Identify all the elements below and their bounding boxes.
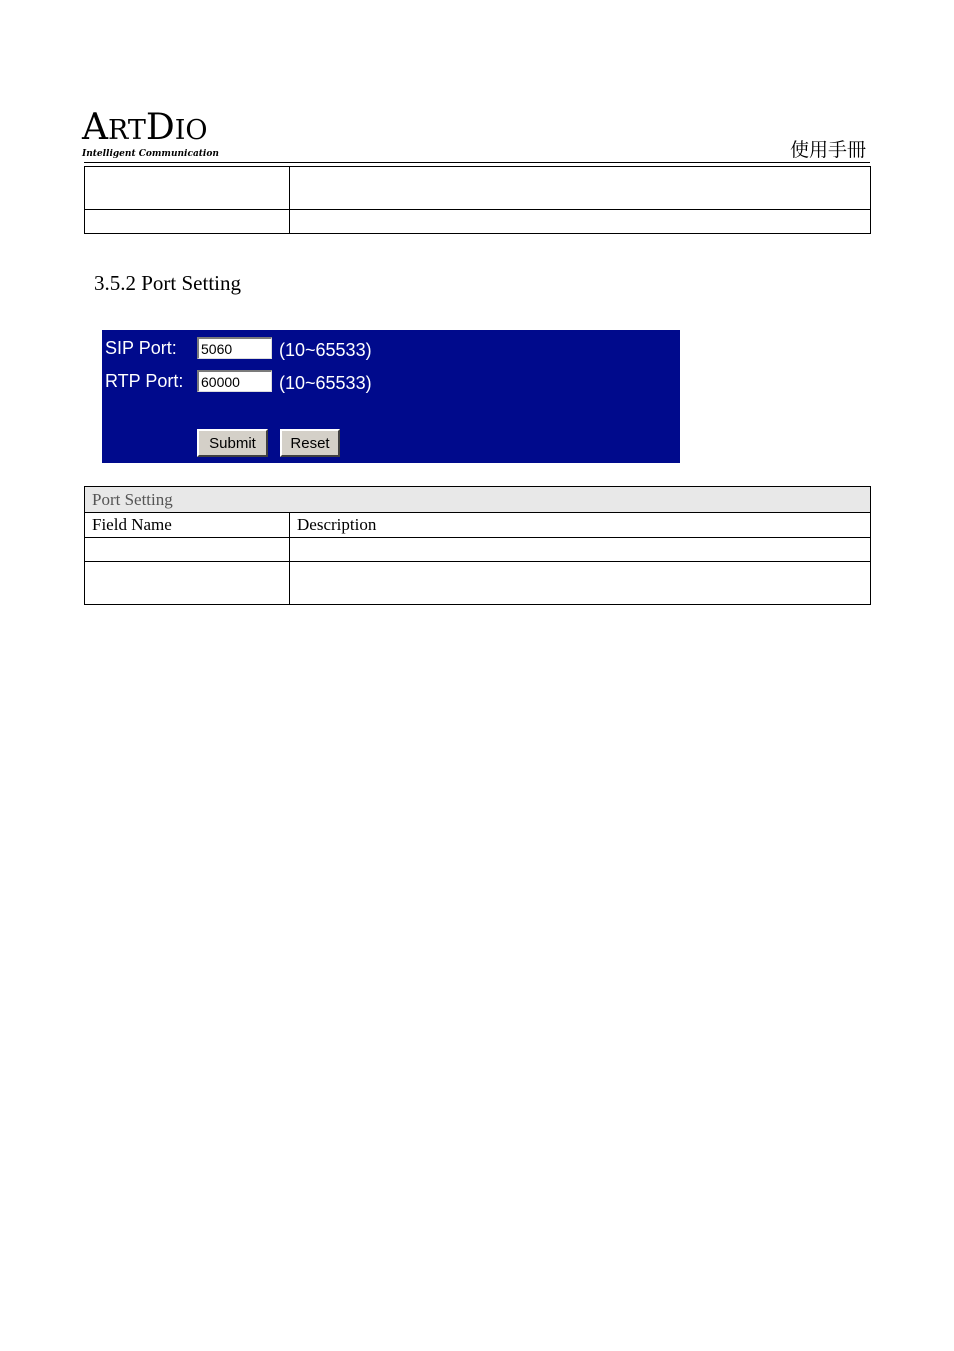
table-row (85, 562, 871, 605)
rtp-port-label: RTP Port: (105, 371, 184, 391)
table-header-row (85, 513, 871, 538)
header-description: Description (290, 513, 871, 538)
rtp-port-range: (10~65533) (279, 373, 372, 393)
logo-tagline: Intelligent Communication (82, 149, 219, 159)
rtp-port-input[interactable] (197, 370, 272, 392)
table-cell (290, 538, 871, 562)
table-row (85, 538, 871, 562)
table-cell (290, 562, 871, 605)
continued-table (84, 166, 871, 234)
table-row (85, 210, 871, 234)
submit-button[interactable]: Submit (197, 429, 268, 457)
table-cell (85, 167, 290, 210)
reset-button[interactable]: Reset (280, 429, 340, 457)
sip-port-input[interactable] (197, 337, 272, 359)
logo-wordmark: ARTDIO (82, 107, 208, 148)
table-cell (85, 538, 290, 562)
table-cell (85, 210, 290, 234)
port-setting-panel (102, 330, 680, 463)
table-cell (85, 562, 290, 605)
table-cell (290, 210, 871, 234)
sip-port-range: (10~65533) (279, 340, 372, 360)
table-cell (290, 167, 871, 210)
sip-port-label: SIP Port: (105, 338, 177, 358)
table-caption: Port Setting (85, 487, 871, 513)
manual-title: 使用手冊 (789, 139, 866, 161)
table-row (85, 167, 871, 210)
header-field-name: Field Name (85, 513, 290, 538)
artdio-logo (82, 107, 222, 160)
table-caption-row (85, 487, 871, 513)
header-divider (84, 162, 870, 163)
port-setting-table (84, 486, 871, 605)
section-heading: 3.5.2 Port Setting (94, 271, 242, 295)
